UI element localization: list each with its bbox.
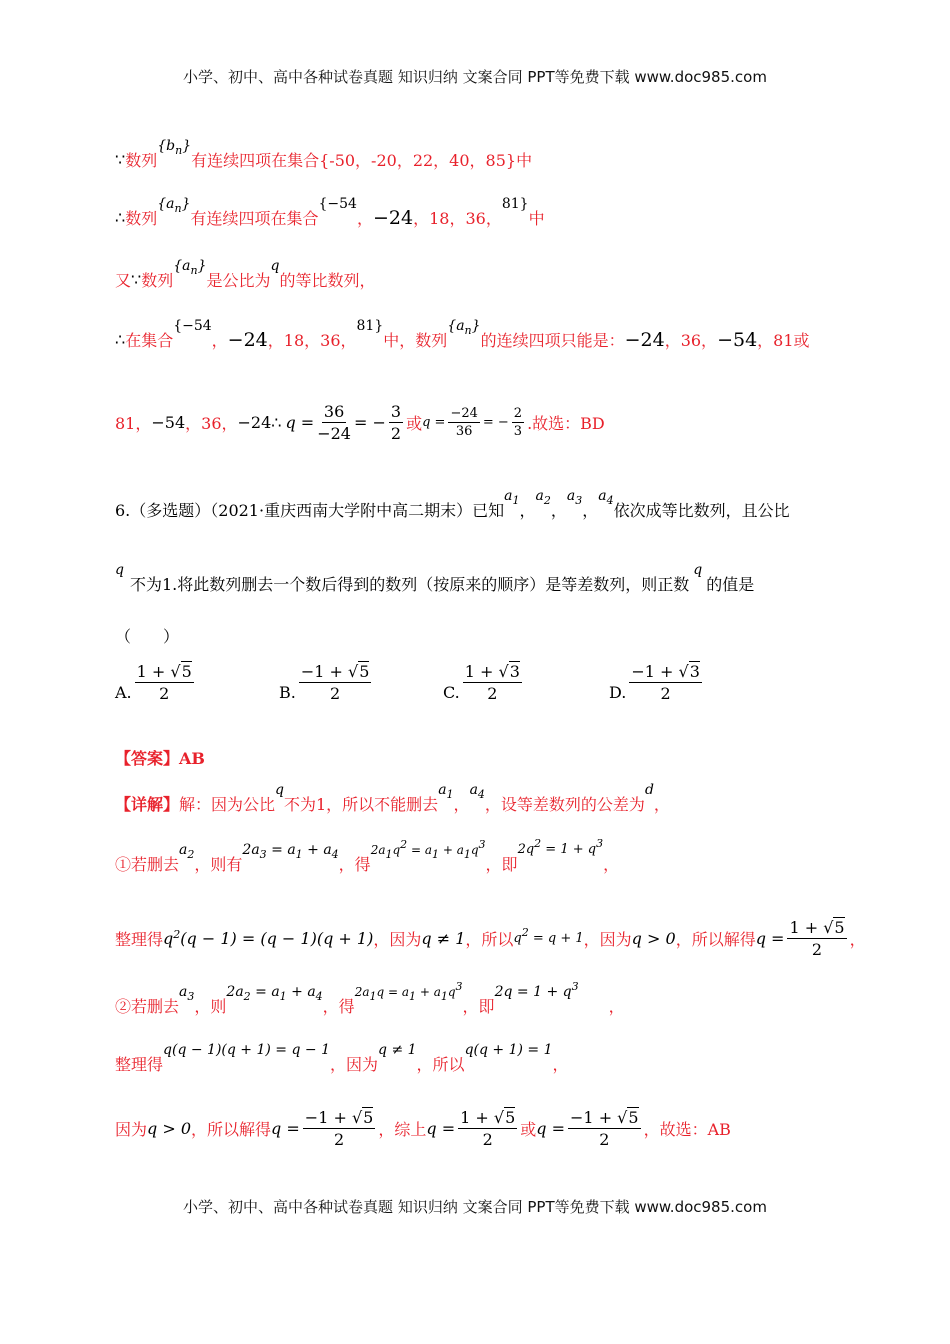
text: 在集合: [125, 331, 174, 350]
math-neg24: −24: [372, 206, 414, 229]
fraction: $\frac{-1 + √5}{2}$: [570, 1108, 639, 1149]
text: ，: [849, 930, 866, 949]
text: ，因为: [583, 930, 632, 949]
text: ，: [653, 795, 670, 814]
text: 整理得: [115, 1055, 164, 1074]
text: ，得: [322, 997, 355, 1016]
text: ，所以解得: [675, 930, 756, 949]
text: ，36，: [664, 331, 718, 350]
option-label: B.: [279, 683, 296, 702]
answer: [115, 746, 205, 769]
math-expr: q =: [422, 415, 446, 430]
text: ，故选：AB: [643, 1120, 731, 1139]
math-q: q: [270, 257, 280, 274]
answer-blank: （ ）: [115, 627, 180, 646]
fraction: $\frac{1 + √3}{2}$: [464, 662, 520, 703]
therefore-symbol: ∴: [271, 413, 282, 432]
fraction: $\frac{36}{-24}$: [317, 402, 351, 443]
math-expr: = −: [482, 415, 509, 430]
option-label: C.: [443, 683, 460, 702]
math-expr: 2a1q = a1 + a1q3: [354, 979, 463, 1003]
math-a3: $a_3$: [566, 487, 583, 507]
detail-line: [115, 781, 670, 815]
text: ，设等差数列的公差为: [484, 795, 645, 814]
text: 数列: [125, 209, 158, 228]
text: 的值是: [706, 575, 755, 594]
text: ，所以: [465, 930, 514, 949]
text: ，则有: [194, 855, 243, 874]
math-expr: $2q = 1 + q^3$: [494, 979, 579, 1000]
because-symbol: ∵: [115, 150, 126, 169]
text: ，所以: [416, 1055, 465, 1074]
math-expr: 2a1q2 = a1 + a1q3: [370, 837, 486, 861]
set-an: $\{a_n\}$: [157, 195, 191, 215]
text: ①若删去: [115, 855, 180, 874]
option-c: [443, 662, 525, 703]
math-expr: $2a_3 = a_1 + a_4$: [242, 841, 339, 861]
fraction: $\frac{-1 + √5}{2}$: [304, 1108, 374, 1149]
line-4: ∴ 在集合 {−54 ， −24 ，18，36， 81} 中，数列 $\{a_n\}$ 的连续四项只能是： −24 ，36， −54 ，81或: [115, 317, 810, 351]
option-label: D.: [609, 683, 627, 702]
math-expr: q(q + 1) = 1: [464, 1041, 553, 1058]
math-expr: $q^2 = q + 1$: [513, 926, 584, 946]
text: ，: [603, 855, 620, 874]
case-1-line: [115, 837, 620, 875]
option-b: [279, 662, 374, 703]
line-1: [115, 137, 533, 171]
math-a2: $a_2$: [535, 487, 551, 507]
text: 或: [406, 414, 423, 433]
math-a4: $a_4$: [598, 487, 614, 507]
math-set-end: 81}: [356, 317, 384, 334]
set-bn: $\{b_n\}$: [157, 137, 192, 157]
math-expr: q =: [755, 929, 785, 948]
math-d: d: [644, 781, 654, 798]
therefore-symbol: ∴: [115, 330, 126, 349]
math-q: q: [115, 561, 124, 578]
option-label: A.: [115, 683, 132, 702]
therefore-symbol: ∴: [115, 208, 126, 227]
text: ，: [608, 997, 625, 1016]
math-a1: $a_1$: [438, 781, 454, 801]
fraction: $\frac{3}{2}$: [390, 402, 402, 443]
text: ，18，36，: [267, 331, 357, 350]
text: 81，: [115, 414, 152, 433]
text: 有连续四项在集合: [190, 209, 319, 228]
text: ，36，: [185, 414, 238, 433]
text: 整理得: [115, 930, 164, 949]
text: 数列: [125, 151, 158, 170]
math-a1: $a_1$: [504, 487, 520, 507]
math-expr: q =: [285, 413, 315, 432]
text: ，即: [485, 855, 518, 874]
text: ，所以解得: [191, 1120, 272, 1139]
text: 不为1.将此数列删去一个数后得到的数列（按原来的顺序）是等差数列，则正数: [129, 575, 690, 594]
detail-tag: 【详解】: [115, 795, 180, 814]
line-2: ∴ 数列 $\{a_n\}$ 有连续四项在集合 {−54 ， −24 ，18，36， 81} 中: [115, 195, 545, 229]
fraction: $\frac{2}{3}$: [513, 406, 523, 439]
page-header: 小学、初中、高中各种试卷真题 知识归纳 文案合同 PPT等免费下载 www.doc985.com: [183, 68, 767, 86]
math-set-start: {−54: [318, 195, 357, 212]
text: 中: [528, 209, 545, 228]
math-expr: q =: [271, 1119, 300, 1138]
math-neg54: −54: [151, 413, 186, 432]
text: 有连续四项在集合{-50，-20，22，40，85}中: [191, 151, 533, 170]
set-an: $\{a_n\}$: [173, 257, 207, 277]
question-6-line-1: 6.（多选题）（2021·重庆西南大学附中高二期末）已知 $a_1$ ， $a_2$ ， $a_3$ ， $a_4$ 依次成等比数列，且公比: [115, 487, 790, 520]
math-a3: $a_3$: [179, 983, 195, 1003]
option-d: [609, 662, 705, 703]
text: 的连续四项只能是：: [480, 331, 625, 350]
text: ②若删去: [115, 997, 180, 1016]
fraction: $\frac{-1 + √3}{2}$: [631, 662, 700, 703]
math-expr: = −: [353, 413, 386, 432]
math-neg54: −54: [717, 328, 758, 351]
math-expr: q > 0: [147, 1119, 192, 1138]
math-expr: $q^2(q - 1) = (q - 1)(q + 1)$: [163, 928, 374, 948]
text: ，因为: [373, 930, 422, 949]
text: ，18，36，: [413, 209, 502, 228]
text: ，81或: [757, 331, 810, 350]
text: 或: [520, 1120, 537, 1139]
conclusion-line: [115, 1108, 731, 1149]
set-an: $\{a_n\}$: [447, 317, 481, 337]
text: 6.（多选题）（2021·重庆西南大学附中高二期末）已知: [115, 501, 505, 520]
math-expr: q(q − 1)(q + 1) = q − 1: [163, 1041, 331, 1058]
text: .故选：BD: [527, 414, 605, 433]
fraction: $\frac{1 + √5}{2}$: [460, 1108, 516, 1149]
case-2-line: [115, 979, 625, 1017]
math-expr: $2a_2 = a_1 + a_4$: [226, 983, 323, 1003]
page-footer: 小学、初中、高中各种试卷真题 知识归纳 文案合同 PPT等免费下载 www.doc985.com: [183, 1198, 767, 1216]
fraction: $\frac{1 + √5}{2}$: [789, 918, 845, 959]
text: 解：因为公比: [179, 795, 276, 814]
math-expr: $2q^2 = 1 + q^3$: [517, 837, 604, 857]
text: ，: [552, 1055, 569, 1074]
text: 是公比为: [206, 271, 271, 290]
text: 又: [115, 271, 132, 290]
math-neg24: −24: [624, 328, 665, 351]
because-symbol: ∵: [131, 270, 142, 289]
line-5: [115, 402, 605, 443]
math-expr: q =: [536, 1119, 566, 1138]
math-a4: $a_4$: [469, 781, 485, 801]
math-expr: q ≠ 1: [421, 929, 466, 948]
text: ，: [453, 795, 470, 814]
math-a2: $a_2$: [179, 841, 195, 861]
line-3: [115, 257, 376, 291]
math-q: q: [693, 561, 703, 578]
text: ，因为: [330, 1055, 379, 1074]
fraction: $\frac{-1 + √5}{2}$: [300, 662, 370, 703]
simplify-1-line: [115, 918, 866, 959]
text: 不为1，所以不能删去: [284, 795, 439, 814]
text: 数列: [141, 271, 174, 290]
math-neg24: −24: [227, 328, 268, 351]
math-expr: q ≠ 1: [378, 1041, 417, 1058]
fraction: $\frac{1 + √5}{2}$: [136, 662, 192, 703]
math-expr: q =: [426, 1119, 456, 1138]
fraction: $\frac{-24}{36}$: [450, 406, 478, 439]
text: ，则: [194, 997, 227, 1016]
math-set-end: 81}: [501, 195, 529, 212]
text: 依次成等比数列，且公比: [613, 501, 790, 520]
math-expr: q > 0: [631, 929, 676, 948]
math-neg24: −24: [237, 413, 272, 432]
text: 的等比数列，: [279, 271, 376, 290]
simplify-2-line: [115, 1041, 569, 1075]
math-q: q: [275, 781, 284, 798]
text: 中，数列: [383, 331, 448, 350]
math-set-start: {−54: [173, 317, 212, 334]
question-6-line-2: [115, 561, 755, 595]
text: 因为: [115, 1120, 148, 1139]
question-6-paren: [115, 624, 179, 647]
text: ，即: [462, 997, 495, 1016]
text: ，得: [338, 855, 371, 874]
option-a: [115, 662, 197, 703]
answer-text: 【答案】AB: [115, 749, 205, 768]
text: ，综上: [378, 1120, 427, 1139]
